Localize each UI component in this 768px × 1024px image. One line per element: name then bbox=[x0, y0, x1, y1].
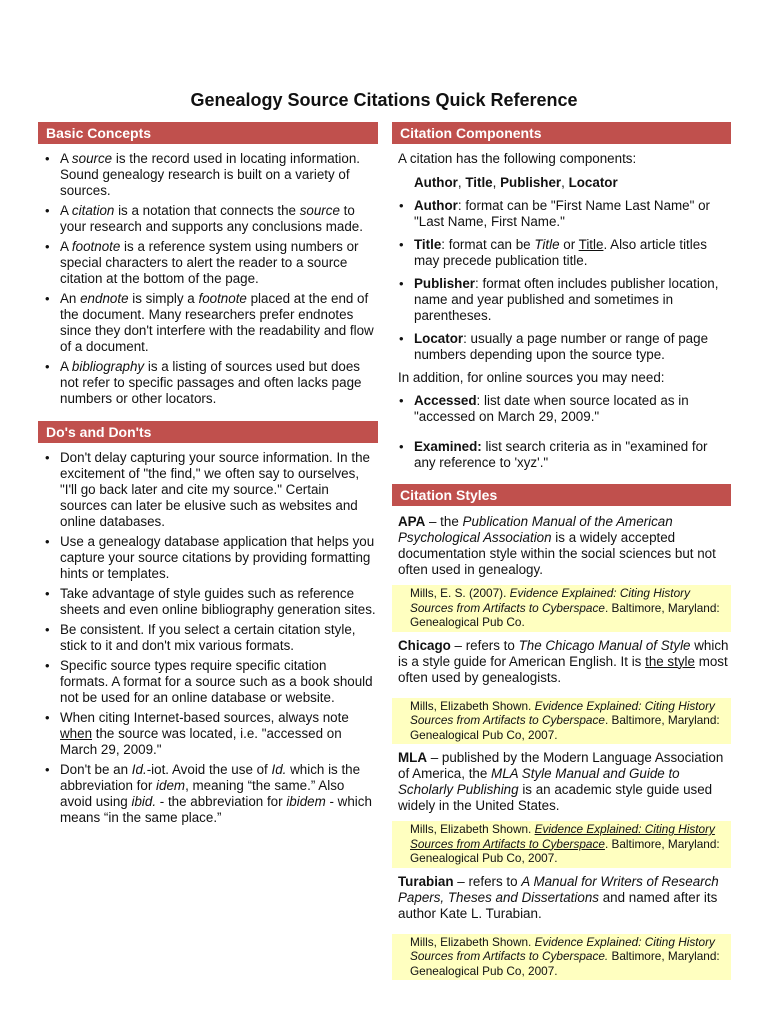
apa-citation-example: Mills, E. S. (2007). Evidence Explained: Citing History Sources from Artifacts to Cyberspace. Baltimore, Maryland: Genealogical Pub Co. bbox=[392, 585, 731, 632]
list-item: • Specific source types require specific citation formats. A format for a source such as a book should not be used for an online database or website. bbox=[38, 658, 378, 706]
turabian-citation-example: Mills, Elizabeth Shown. Evidence Explained: Citing History Sources from Artifacts to Cyberspace. Baltimore, Maryland: Genealogical Pub Co, 2007. bbox=[392, 934, 731, 981]
mla-citation-example: Mills, Elizabeth Shown. Evidence Explained: Citing History Sources from Artifacts to Cyberspace. Baltimore, Maryland: Genealogical Pub Co, 2007. bbox=[392, 821, 731, 868]
list-item: • Author: format can be "First Name Last Name" or "Last Name, First Name." bbox=[392, 198, 731, 230]
list-item: • A source is the record used in locating information. Sound genealogy research is built on a variety of sources. bbox=[38, 151, 378, 199]
left-column bbox=[38, 122, 378, 826]
list-item: • Examined: list search criteria as in "examined for any reference to 'xyz'." bbox=[392, 439, 731, 471]
basic-concepts-list bbox=[38, 151, 378, 407]
list-item: • Use a genealogy database application that helps you capture your source citations by providing formatting hints or templates. bbox=[38, 534, 378, 582]
components-intro: A citation has the following components: bbox=[398, 151, 637, 166]
list-item: • Locator: usually a page number or range of page numbers depending upon the source type. bbox=[392, 331, 731, 363]
list-item: • Don't be an Id.-iot. Avoid the use of Id. which is the abbreviation for idem, meaning “the same.” Also avoid using ibid. - the abbreviation for ibidem - which means “in the same place.” bbox=[38, 762, 378, 826]
apa-description: APA – the Publication Manual of the American Psychological Association is a widely accepted documentation style within the social sciences but not often used in genealogy. bbox=[398, 514, 716, 577]
list-item: • Be consistent. If you select a certain citation style, stick to it and don't mix various formats. bbox=[38, 622, 378, 654]
citation-styles-header: Citation Styles bbox=[392, 484, 731, 506]
list-item: • Publisher: format often includes publisher location, name and year published and sometimes in parentheses. bbox=[392, 276, 731, 324]
list-item: • A footnote is a reference system using numbers or special characters to alert the reader to a source citation at the bottom of the page. bbox=[38, 239, 378, 287]
chicago-citation-example: Mills, Elizabeth Shown. Evidence Explained: Citing History Sources from Artifacts to Cyberspace. Baltimore, Maryland: Genealogical Pub Co, 2007. bbox=[392, 698, 731, 745]
page-title: Genealogy Source Citations Quick Reference bbox=[190, 90, 578, 110]
list-item: • Title: format can be Title or Title. Also article titles may precede publication title. bbox=[392, 237, 731, 269]
components-list bbox=[392, 198, 731, 363]
online-components-list bbox=[392, 393, 731, 471]
list-item: • An endnote is simply a footnote placed at the end of the document. Many researchers prefer endnotes since they don't interfere with the readability and flow of a document. bbox=[38, 291, 378, 355]
list-item: • When citing Internet-based sources, always note when the source was located, i.e. "accessed on March 29, 2009." bbox=[38, 710, 378, 758]
components-summary: Author, Title, Publisher, Locator bbox=[414, 175, 618, 190]
dos-donts-list bbox=[38, 450, 378, 826]
list-item: • A bibliography is a listing of sources used but does not refer to specific passages and often lacks page numbers or other locators. bbox=[38, 359, 378, 407]
basic-concepts-header: Basic Concepts bbox=[38, 122, 378, 144]
dos-donts-header: Do's and Don'ts bbox=[38, 421, 378, 443]
list-item: • Don't delay capturing your source information. In the excitement of "the find," we often say to ourselves, "I'll go back later and cite my source." Certain sources can later be elusive such as websites and online databases. bbox=[38, 450, 378, 530]
mla-description: MLA – published by the Modern Language Association of America, the MLA Style Manual and Guide to Scholarly Publishing is an academic style guide used widely in the United States. bbox=[398, 750, 724, 813]
list-item: • Accessed: list date when source located as in "accessed on March 29, 2009." bbox=[392, 393, 731, 425]
turabian-description: Turabian – refers to A Manual for Writers of Research Papers, Theses and Dissertations and named after its author Kate L. Turabian. bbox=[398, 873, 719, 921]
citation-components-header: Citation Components bbox=[392, 122, 731, 144]
list-item: • Take advantage of style guides such as reference sheets and even online bibliography generation sites. bbox=[38, 586, 378, 618]
list-item: • A citation is a notation that connects the source to your research and supports any conclusions made. bbox=[38, 203, 378, 235]
online-intro: In addition, for online sources you may need: bbox=[398, 370, 665, 385]
right-column bbox=[392, 122, 731, 980]
chicago-description: Chicago – refers to The Chicago Manual of Style which is a style guide for American English. It is the style most often used by genealogists. bbox=[398, 637, 729, 685]
